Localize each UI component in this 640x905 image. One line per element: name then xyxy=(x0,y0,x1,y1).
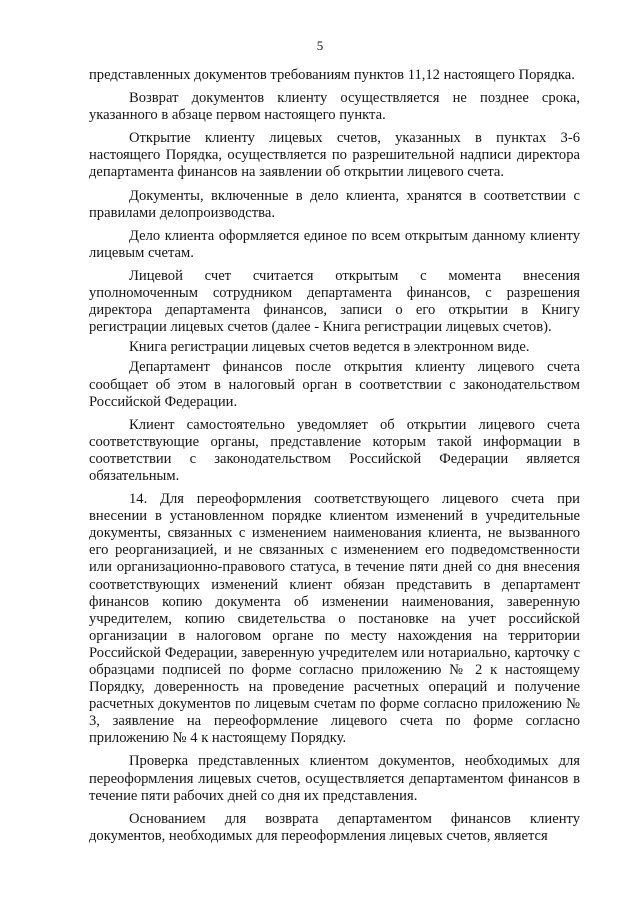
paragraph-item-14: 14. Для переоформления соответствующего лицевого счета при внесении в установленном порядке клиентом изменений в учредительные документы, связанных с изменением наименования клиента, не вызванного его реорганизацией, и не связанных с изменением его подведомственности или организационно-правового статуса, в течение пяти дней со дня внесения соответствующих изменений клиент обязан представить в департамент финансов копию документа об изменении наименования, заверенную учредителем, копию свидетельства о постановке на учет российской организации в налоговом органе по месту нахождения на территории Российской Федерации, заверенную учредителем или нотариально, карточку с образцами подписей по форме согласно приложению № 2 к настоящему Порядку, доверенность на проведение расчетных операций и получение расчетных документов по лицевым счетам по форме согласно приложению № 3, заявление на переоформление лицевого счета по форме согласно приложению № 4 к настоящему Порядку. xyxy=(89,491,580,747)
paragraph-continuation: представленных документов требованиям пунктов 11,12 настоящего Порядка. xyxy=(89,67,575,83)
document-body xyxy=(89,67,580,851)
paragraph-client-notice: Клиент самостоятельно уведомляет об открытии лицевого счета соответствующие органы, представление которым такой информации в соответствии с законодательством Российской Федерации является обязательным. xyxy=(89,416,580,484)
paragraph-client-file-storage: Документы, включенные в дело клиента, хранятся в соответствии с правилами делопроизводства. xyxy=(89,187,580,221)
paragraph-register-electronic: Книга регистрации лицевых счетов ведется в электронном виде. xyxy=(129,339,530,356)
paragraph-account-opening: Открытие клиенту лицевых счетов, указанных в пунктах 3-6 настоящего Порядка, осуществляется по разрешительной надписи директора департамента финансов на заявлении об открытии лицевого счета. xyxy=(89,130,580,181)
page-number: 5 xyxy=(316,38,324,53)
paragraph-document-check: Проверка представленных клиентом документов, необходимых для переоформления лицевых счетов, осуществляется департаментом финансов в течение пяти рабочих дней со дня их представления. xyxy=(89,753,580,804)
paragraph-client-file-single: Дело клиента оформляется единое по всем открытым данному клиенту лицевым счетам. xyxy=(89,227,580,261)
paragraph-account-opened: Лицевой счет считается открытым с момента внесения уполномоченным сотрудником департамента финансов, с разрешения директора департамента финансов, записи о его открытии в Книгу регистрации лицевых счетов (далее - Книга регистрации лицевых счетов). xyxy=(89,267,580,336)
paragraph-return-documents: Возврат документов клиенту осуществляется не позднее срока, указанного в абзаце первом настоящего пункта. xyxy=(89,90,580,124)
paragraph-tax-notice: Департамент финансов после открытия клиенту лицевого счета сообщает об этом в налоговый орган в соответствии с законодательством Российской Федерации. xyxy=(89,359,580,410)
paragraph-return-grounds: Основанием для возврата департаментом финансов клиенту документов, необходимых для переоформления лицевых счетов, является xyxy=(89,810,580,844)
